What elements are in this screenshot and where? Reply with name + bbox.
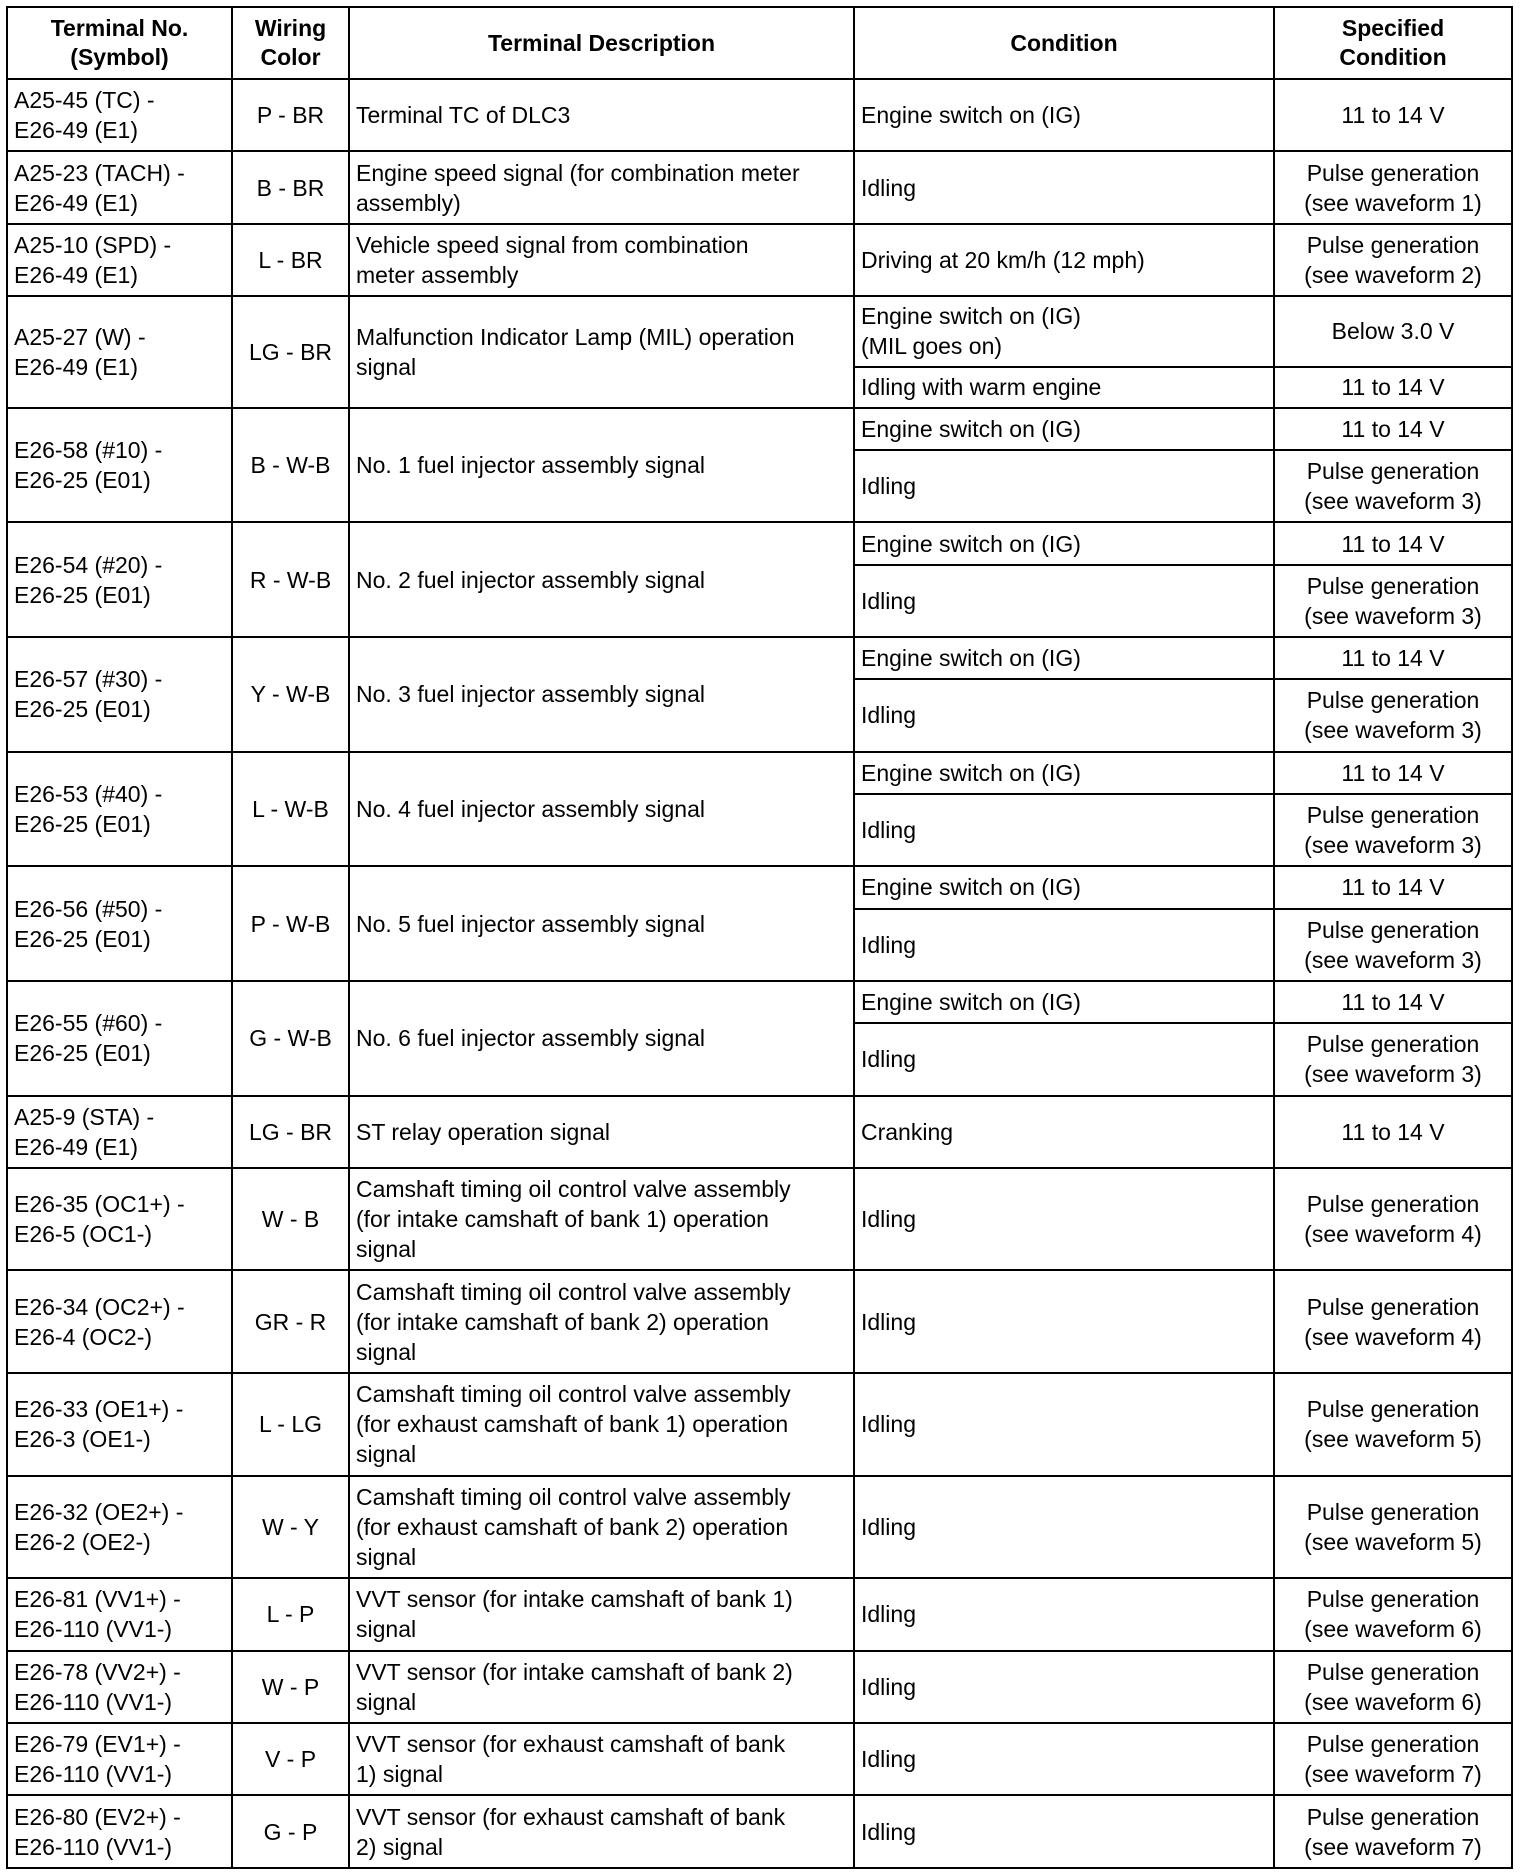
description-cell-text: ST relay operation signal — [356, 1118, 610, 1145]
specified-condition-cell — [1274, 637, 1512, 679]
wiring-color-cell-text: L - P — [266, 1601, 315, 1628]
terminal-cell-text: A25-45 (TC) - E26-49 (E1) — [14, 87, 155, 144]
specified-condition-cell-text: 11 to 14 V — [1341, 102, 1445, 129]
description-cell — [349, 1651, 854, 1723]
condition-cell — [854, 1651, 1274, 1723]
table-row — [7, 1270, 1512, 1373]
wiring-color-cell — [232, 1270, 349, 1373]
condition-cell-text: Idling — [861, 702, 916, 729]
description-cell — [349, 637, 854, 752]
specified-condition-cell — [1274, 1023, 1512, 1095]
wiring-color-cell-text: G - W-B — [249, 1025, 332, 1052]
specified-condition-cell — [1274, 794, 1512, 866]
header-row — [7, 7, 1512, 79]
condition-cell — [854, 1578, 1274, 1650]
terminal-table — [6, 6, 1513, 1869]
condition-cell — [854, 296, 1274, 366]
terminal-cell-text: A25-9 (STA) - E26-49 (E1) — [14, 1103, 155, 1160]
condition-cell — [854, 794, 1274, 866]
condition-cell-text: Engine switch on (IG) — [861, 645, 1081, 672]
condition-cell-text: Idling — [861, 931, 916, 958]
description-cell — [349, 224, 854, 296]
description-cell-text: VVT sensor (for exhaust camshaft of bank 2) signal — [356, 1803, 786, 1860]
table-row — [7, 1651, 1512, 1723]
specified-condition-cell-text: Pulse generation (see waveform 3) — [1304, 572, 1482, 629]
description-cell — [349, 151, 854, 223]
specified-condition-cell-text: 11 to 14 V — [1341, 645, 1445, 672]
description-cell — [349, 522, 854, 637]
specified-condition-cell-text: Pulse generation (see waveform 3) — [1304, 1031, 1482, 1088]
terminal-cell-text: E26-79 (EV1+) - E26-110 (VV1-) — [14, 1731, 181, 1788]
condition-cell-text: Idling — [861, 1746, 916, 1773]
specified-condition-cell-text: Pulse generation (see waveform 3) — [1304, 458, 1482, 515]
specified-condition-cell — [1274, 1373, 1512, 1476]
condition-cell-text: Idling — [861, 1818, 916, 1845]
condition-cell — [854, 224, 1274, 296]
specified-condition-cell — [1274, 1476, 1512, 1579]
condition-cell-text: Idling — [861, 587, 916, 614]
terminal-cell — [7, 1168, 232, 1271]
wiring-color-cell — [232, 1373, 349, 1476]
specified-condition-cell — [1274, 679, 1512, 751]
specified-condition-cell — [1274, 909, 1512, 981]
condition-cell — [854, 1795, 1274, 1868]
specified-condition-cell — [1274, 450, 1512, 522]
condition-cell — [854, 1096, 1274, 1168]
terminal-cell-text: A25-10 (SPD) - E26-49 (E1) — [14, 231, 172, 288]
description-cell — [349, 752, 854, 867]
table-body — [7, 79, 1512, 1868]
description-cell-text: Terminal TC of DLC3 — [356, 102, 571, 129]
table-row — [7, 408, 1512, 450]
condition-cell — [854, 679, 1274, 751]
wiring-color-cell — [232, 1578, 349, 1650]
wiring-color-cell — [232, 1651, 349, 1723]
terminal-cell — [7, 522, 232, 637]
header-condition: Condition — [854, 7, 1274, 79]
condition-cell-text: Idling — [861, 1673, 916, 1700]
wiring-color-cell-text: LG - BR — [248, 1118, 333, 1145]
terminal-cell-text: A25-27 (W) - E26-49 (E1) — [14, 323, 146, 380]
wiring-color-cell — [232, 752, 349, 867]
wiring-color-cell-text: GR - R — [254, 1308, 327, 1335]
description-cell-text: Camshaft timing oil control valve assembly (for exhaust camshaft of bank 2) operation signal — [356, 1483, 791, 1570]
specified-condition-cell — [1274, 522, 1512, 564]
wiring-color-cell-text: R - W-B — [249, 566, 332, 593]
description-cell-text: VVT sensor (for exhaust camshaft of bank 1) signal — [356, 1731, 786, 1788]
wiring-color-cell — [232, 981, 349, 1096]
specified-condition-cell-text: Pulse generation (see waveform 6) — [1304, 1586, 1482, 1643]
specified-condition-cell-text: 11 to 14 V — [1341, 415, 1445, 442]
table-row — [7, 522, 1512, 564]
specified-condition-cell — [1274, 1168, 1512, 1271]
condition-cell-text: Idling with warm engine — [861, 374, 1102, 401]
table-row — [7, 1795, 1512, 1868]
wiring-color-cell — [232, 1795, 349, 1868]
specified-condition-cell — [1274, 224, 1512, 296]
specified-condition-cell — [1274, 866, 1512, 908]
condition-cell — [854, 1270, 1274, 1373]
wiring-color-cell-text: L - LG — [258, 1411, 323, 1438]
condition-cell-text: Engine switch on (IG) — [861, 415, 1081, 442]
terminal-cell — [7, 1476, 232, 1579]
specified-condition-cell-text: 11 to 14 V — [1341, 759, 1445, 786]
specified-condition-cell-text: 11 to 14 V — [1341, 374, 1445, 401]
table-row — [7, 79, 1512, 151]
terminal-cell — [7, 151, 232, 223]
condition-cell — [854, 367, 1274, 408]
table-row — [7, 151, 1512, 223]
wiring-color-cell-text: W - Y — [261, 1513, 320, 1540]
description-cell-text: Camshaft timing oil control valve assembly (for exhaust camshaft of bank 1) operation signal — [356, 1381, 791, 1468]
wiring-color-cell-text: V - P — [264, 1746, 317, 1773]
specified-condition-cell — [1274, 367, 1512, 408]
description-cell — [349, 1723, 854, 1795]
wiring-color-cell — [232, 1723, 349, 1795]
specified-condition-cell-text: 11 to 14 V — [1341, 874, 1445, 901]
specified-condition-cell-text: Pulse generation (see waveform 6) — [1304, 1658, 1482, 1715]
specified-condition-cell — [1274, 1578, 1512, 1650]
condition-cell-text: Idling — [861, 1308, 916, 1335]
description-cell — [349, 981, 854, 1096]
terminal-cell — [7, 637, 232, 752]
header-terminal: Terminal No. (Symbol) — [7, 7, 232, 79]
table-row — [7, 224, 1512, 296]
terminal-cell — [7, 1578, 232, 1650]
specified-condition-cell-text: Pulse generation (see waveform 5) — [1304, 1396, 1482, 1453]
header-specified-condition: Specified Condition — [1274, 7, 1512, 79]
specified-condition-cell-text: Pulse generation (see waveform 1) — [1304, 159, 1482, 216]
header-wiring-color: Wiring Color — [232, 7, 349, 79]
description-cell-text: Camshaft timing oil control valve assembly (for intake camshaft of bank 1) operation signal — [356, 1176, 791, 1263]
terminal-cell-text: E26-32 (OE2+) - E26-2 (OE2-) — [14, 1498, 184, 1555]
specified-condition-cell-text: Pulse generation (see waveform 7) — [1304, 1803, 1482, 1860]
condition-cell-text: Driving at 20 km/h (12 mph) — [861, 246, 1145, 273]
terminal-cell-text: E26-78 (VV2+) - E26-110 (VV1-) — [14, 1658, 181, 1715]
specified-condition-cell-text: 11 to 14 V — [1341, 1118, 1445, 1145]
wiring-color-cell — [232, 79, 349, 151]
specified-condition-cell-text: Pulse generation (see waveform 4) — [1304, 1293, 1482, 1350]
table-row — [7, 1476, 1512, 1579]
condition-cell — [854, 1476, 1274, 1579]
condition-cell-text: Idling — [861, 473, 916, 500]
wiring-color-cell-text: W - P — [261, 1673, 320, 1700]
condition-cell — [854, 1373, 1274, 1476]
condition-cell-text: Idling — [861, 1601, 916, 1628]
description-cell-text: No. 1 fuel injector assembly signal — [356, 452, 705, 479]
description-cell-text: VVT sensor (for intake camshaft of bank 2) signal — [356, 1658, 793, 1715]
table-row — [7, 752, 1512, 794]
condition-cell — [854, 79, 1274, 151]
description-cell — [349, 296, 854, 408]
description-cell-text: No. 2 fuel injector assembly signal — [356, 566, 705, 593]
wiring-color-cell-text: B - W-B — [250, 452, 331, 479]
terminal-cell — [7, 1373, 232, 1476]
terminal-cell — [7, 1096, 232, 1168]
terminal-cell — [7, 408, 232, 523]
condition-cell-text: Idling — [861, 1411, 916, 1438]
condition-cell-text: Idling — [861, 174, 916, 201]
description-cell-text: Camshaft timing oil control valve assembly (for intake camshaft of bank 2) operation signal — [356, 1278, 791, 1365]
wiring-color-cell — [232, 408, 349, 523]
condition-cell — [854, 637, 1274, 679]
specified-condition-cell — [1274, 151, 1512, 223]
condition-cell — [854, 1023, 1274, 1095]
condition-cell — [854, 752, 1274, 794]
table-row — [7, 296, 1512, 366]
description-cell-text: Vehicle speed signal from combination meter assembly — [356, 231, 749, 288]
condition-cell-text: Engine switch on (IG) (MIL goes on) — [861, 303, 1081, 360]
description-cell-text: No. 3 fuel injector assembly signal — [356, 681, 705, 708]
wiring-color-cell — [232, 224, 349, 296]
specified-condition-cell — [1274, 79, 1512, 151]
table-row — [7, 1578, 1512, 1650]
description-cell — [349, 408, 854, 523]
specified-condition-cell — [1274, 752, 1512, 794]
table-row — [7, 1373, 1512, 1476]
specified-condition-cell-text: Pulse generation (see waveform 7) — [1304, 1731, 1482, 1788]
terminal-cell — [7, 866, 232, 981]
specified-condition-cell-text: Below 3.0 V — [1331, 318, 1455, 345]
table-row — [7, 1723, 1512, 1795]
terminal-cell — [7, 1270, 232, 1373]
description-cell — [349, 79, 854, 151]
header-terminal-description: Terminal Description — [349, 7, 854, 79]
terminal-cell — [7, 1651, 232, 1723]
wiring-color-cell-text: Y - W-B — [250, 681, 331, 708]
description-cell-text: Malfunction Indicator Lamp (MIL) operation signal — [356, 323, 795, 380]
wiring-color-cell-text: L - W-B — [252, 795, 329, 822]
specified-condition-cell — [1274, 1270, 1512, 1373]
specified-condition-cell-text: Pulse generation (see waveform 2) — [1304, 231, 1482, 288]
table-row — [7, 866, 1512, 908]
specified-condition-cell — [1274, 408, 1512, 450]
description-cell — [349, 1476, 854, 1579]
table-row — [7, 1168, 1512, 1271]
terminal-cell-text: A25-23 (TACH) - E26-49 (E1) — [14, 159, 185, 216]
terminal-cell — [7, 752, 232, 867]
condition-cell — [854, 565, 1274, 637]
terminal-cell-text: E26-56 (#50) - E26-25 (E01) — [14, 895, 163, 952]
terminal-cell-text: E26-55 (#60) - E26-25 (E01) — [14, 1010, 163, 1067]
terminal-cell — [7, 1723, 232, 1795]
description-cell — [349, 1270, 854, 1373]
condition-cell — [854, 522, 1274, 564]
wiring-color-cell — [232, 1096, 349, 1168]
wiring-color-cell — [232, 866, 349, 981]
description-cell — [349, 1096, 854, 1168]
condition-cell — [854, 408, 1274, 450]
terminal-cell-text: E26-57 (#30) - E26-25 (E01) — [14, 666, 163, 723]
condition-cell-text: Engine switch on (IG) — [861, 530, 1081, 557]
terminal-cell — [7, 296, 232, 408]
condition-cell — [854, 981, 1274, 1023]
table-row — [7, 1096, 1512, 1168]
description-cell-text: Engine speed signal (for combination meter assembly) — [356, 159, 800, 216]
condition-cell-text: Idling — [861, 1513, 916, 1540]
description-cell — [349, 866, 854, 981]
wiring-color-cell-text: L - BR — [258, 246, 323, 273]
condition-cell-text: Engine switch on (IG) — [861, 759, 1081, 786]
terminal-cell — [7, 1795, 232, 1868]
terminal-cell-text: E26-54 (#20) - E26-25 (E01) — [14, 551, 163, 608]
condition-cell-text: Idling — [861, 1046, 916, 1073]
wiring-color-cell-text: P - W-B — [250, 910, 331, 937]
description-cell-text: VVT sensor (for intake camshaft of bank 1) signal — [356, 1586, 793, 1643]
specified-condition-cell — [1274, 1096, 1512, 1168]
wiring-color-cell — [232, 522, 349, 637]
terminal-cell-text: E26-35 (OC1+) - E26-5 (OC1-) — [14, 1191, 185, 1248]
terminal-cell — [7, 79, 232, 151]
wiring-color-cell — [232, 1476, 349, 1579]
specified-condition-cell-text: Pulse generation (see waveform 4) — [1304, 1191, 1482, 1248]
condition-cell — [854, 1723, 1274, 1795]
terminal-cell-text: E26-80 (EV2+) - E26-110 (VV1-) — [14, 1803, 181, 1860]
wiring-color-cell-text: W - B — [261, 1206, 320, 1233]
terminal-cell-text: E26-53 (#40) - E26-25 (E01) — [14, 780, 163, 837]
terminal-cell-text: E26-33 (OE1+) - E26-3 (OE1-) — [14, 1396, 184, 1453]
description-cell-text: No. 5 fuel injector assembly signal — [356, 910, 705, 937]
wiring-color-cell-text: B - BR — [256, 174, 325, 201]
condition-cell — [854, 450, 1274, 522]
specified-condition-cell — [1274, 1723, 1512, 1795]
terminal-cell-text: E26-58 (#10) - E26-25 (E01) — [14, 437, 163, 494]
terminal-cell — [7, 981, 232, 1096]
description-cell-text: No. 6 fuel injector assembly signal — [356, 1025, 705, 1052]
condition-cell-text: Cranking — [861, 1118, 954, 1145]
condition-cell — [854, 866, 1274, 908]
wiring-color-cell — [232, 637, 349, 752]
wiring-color-cell — [232, 1168, 349, 1271]
specified-condition-cell — [1274, 565, 1512, 637]
condition-cell-text: Engine switch on (IG) — [861, 989, 1081, 1016]
condition-cell — [854, 1168, 1274, 1271]
terminal-cell — [7, 224, 232, 296]
description-cell — [349, 1795, 854, 1868]
wiring-color-cell-text: P - BR — [256, 102, 325, 129]
specified-condition-cell — [1274, 296, 1512, 366]
condition-cell-text: Idling — [861, 817, 916, 844]
wiring-color-cell — [232, 296, 349, 408]
specified-condition-cell-text: Pulse generation (see waveform 3) — [1304, 802, 1482, 859]
wiring-color-cell — [232, 151, 349, 223]
condition-cell-text: Idling — [861, 1206, 916, 1233]
specified-condition-cell-text: Pulse generation (see waveform 3) — [1304, 687, 1482, 744]
wiring-color-cell-text: G - P — [263, 1818, 318, 1845]
specified-condition-cell — [1274, 1651, 1512, 1723]
terminal-cell-text: E26-81 (VV1+) - E26-110 (VV1-) — [14, 1586, 181, 1643]
table-row — [7, 637, 1512, 679]
description-cell — [349, 1578, 854, 1650]
condition-cell — [854, 151, 1274, 223]
specified-condition-cell-text: 11 to 14 V — [1341, 530, 1445, 557]
specified-condition-cell — [1274, 981, 1512, 1023]
specified-condition-cell — [1274, 1795, 1512, 1868]
description-cell — [349, 1373, 854, 1476]
condition-cell-text: Engine switch on (IG) — [861, 102, 1081, 129]
wiring-color-cell-text: LG - BR — [248, 338, 333, 365]
specified-condition-cell-text: Pulse generation (see waveform 3) — [1304, 916, 1482, 973]
table-row — [7, 981, 1512, 1023]
specified-condition-cell-text: 11 to 14 V — [1341, 989, 1445, 1016]
condition-cell-text: Engine switch on (IG) — [861, 874, 1081, 901]
terminal-cell-text: E26-34 (OC2+) - E26-4 (OC2-) — [14, 1293, 185, 1350]
description-cell-text: No. 4 fuel injector assembly signal — [356, 795, 705, 822]
condition-cell — [854, 909, 1274, 981]
specified-condition-cell-text: Pulse generation (see waveform 5) — [1304, 1498, 1482, 1555]
description-cell — [349, 1168, 854, 1271]
